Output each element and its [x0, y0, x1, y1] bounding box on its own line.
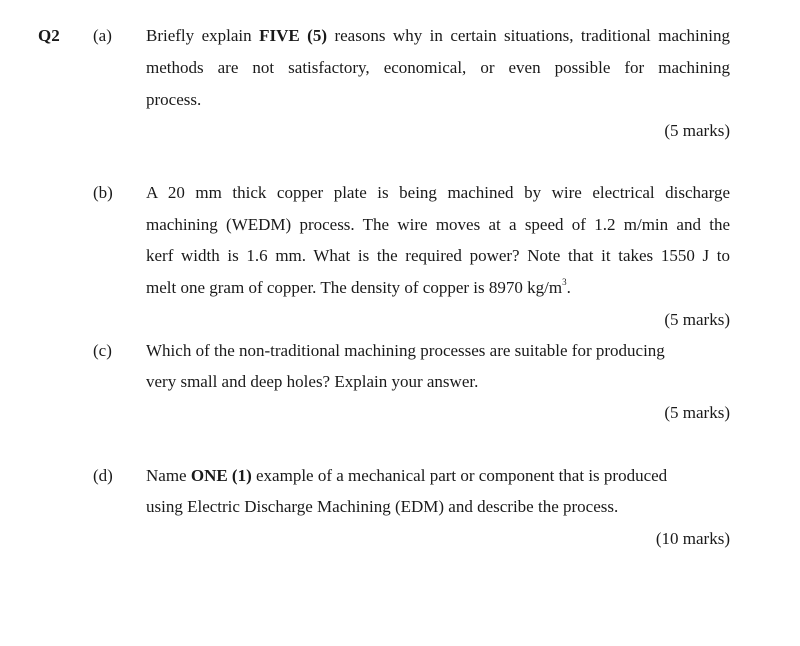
part-a-line-3: process.	[146, 90, 202, 109]
part-a-line-1-bold: FIVE (5)	[259, 26, 328, 45]
part-b-marks: (5 marks)	[664, 310, 730, 329]
part-d-line-1-bold: ONE (1)	[190, 466, 252, 485]
part-d-line-2: using Electric Discharge Machining (EDM) and describe the process.	[146, 497, 619, 516]
part-d-marks: (10 marks)	[655, 529, 730, 548]
part-b-label: (b)	[93, 183, 113, 202]
part-a-marks: (5 marks)	[664, 121, 730, 140]
part-b-line-3: kerf width is 1.6 mm. What is the required power? Note that it takes 1550 J to	[146, 246, 730, 265]
part-c-marks: (5 marks)	[664, 403, 730, 422]
part-c-line-2: very small and deep holes? Explain your answer.	[146, 372, 479, 391]
part-a-label: (a)	[93, 26, 112, 45]
part-b-line-4	[146, 278, 730, 298]
part-d-label: (d)	[93, 466, 113, 485]
part-a-line-1-post: reasons why in certain situations, traditional machining	[327, 26, 730, 45]
part-c-line-1: Which of the non-traditional machining processes are suitable for producing	[146, 341, 665, 360]
part-a-line-1-pre: Briefly explain	[146, 26, 260, 45]
part-d-line-1-pre: Name	[146, 466, 191, 485]
part-a-line-2: methods are not satisfactory, economical, or even possible for machining	[146, 58, 730, 77]
part-a-line-1	[146, 26, 730, 46]
question-number: Q2	[38, 26, 60, 45]
part-c-label: (c)	[93, 341, 112, 360]
part-d-line-1	[146, 466, 730, 486]
part-b-line-4-sup: 3	[562, 277, 567, 287]
part-b-line-1: A 20 mm thick copper plate is being machined by wire electrical discharge	[146, 183, 730, 202]
part-b-line-2: machining (WEDM) process. The wire moves at a speed of 1.2 m/min and the	[146, 215, 730, 234]
part-b-line-4-pre: melt one gram of copper. The density of copper is 8970 kg/m	[146, 278, 563, 297]
part-b-line-4-post: .	[566, 278, 571, 297]
part-d-line-1-post: example of a mechanical part or component that is produced	[251, 466, 668, 485]
